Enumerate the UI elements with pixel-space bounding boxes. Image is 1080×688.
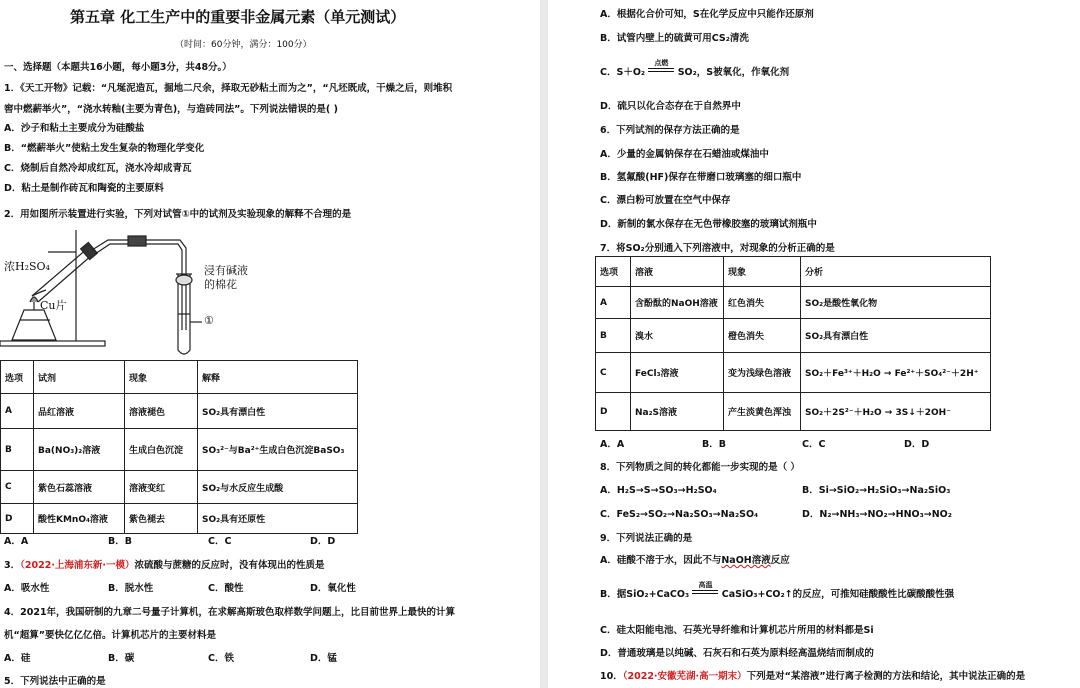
table-cell: 生成白色沉淀 (125, 429, 198, 471)
diagram-label-cotton-1: 浸有碱液 (204, 264, 248, 277)
q5-c-reactants: C．S＋O₂ (600, 67, 646, 78)
table-cell: 酸性KMnO₄溶液 (34, 504, 125, 534)
table-cell: SO₂具有漂白性 (198, 394, 358, 429)
q5-stem: 5．下列说法中正确的是 (4, 676, 106, 687)
reaction-arrow (648, 59, 674, 75)
q3-option-d: D．氧化性 (310, 583, 356, 594)
table-cell: FeCl₃溶液 (631, 353, 724, 393)
table-header-cell: 选项 (596, 257, 631, 287)
q5-option-d: D．硫只以化合态存在于自然界中 (600, 101, 741, 112)
table-row (1, 471, 358, 504)
exam-info: （时间：60分钟，满分：100分） (175, 40, 312, 50)
table-header-cell: 解释 (198, 361, 358, 394)
table-cell: B (1, 429, 34, 471)
table-cell: 红色消失 (724, 287, 801, 319)
q6-stem: 6．下列试剂的保存方法正确的是 (600, 125, 740, 136)
table-cell: 橙色消失 (724, 319, 801, 353)
q4-option-a: A．硅 (4, 653, 31, 664)
table-cell: 品红溶液 (34, 394, 125, 429)
q8-option-d: D．N₂→NH₃→NO₂→HNO₃→NO₂ (802, 509, 952, 520)
table-header-row (596, 257, 991, 287)
table-cell: 溶液变红 (125, 471, 198, 504)
q2-option-a: A．A (4, 536, 29, 547)
q3-stem: 3．（2022·上海浦东新·一模）浓硫酸与蔗糖的反应时，没有体现出的性质是 (4, 560, 325, 571)
diagram-label-copper: Cu片 (40, 299, 67, 312)
table-header-cell: 现象 (125, 361, 198, 394)
q10-source-tag: （2022·安徽芜湖·高一期末） (622, 671, 747, 682)
q9-option-b (600, 581, 955, 600)
table-cell: SO₂是酸性氧化物 (801, 287, 991, 319)
q6-option-d: D．新制的氯水保存在无色带橡胶塞的玻璃试剂瓶中 (600, 219, 817, 230)
section-heading: 一、选择题（本题共16小题，每小题3分，共48分。） (4, 62, 232, 73)
q4-stem-line2: 机“超算”要快亿亿亿倍。计算机芯片的主要材料是 (4, 630, 216, 641)
q1-option-b: B．“燃薪举火”使粘土发生复杂的物理化学变化 (4, 143, 205, 154)
q2-option-b: B．B (108, 536, 132, 547)
reaction-condition: 高温 (698, 581, 713, 589)
q4-option-d: D．锰 (310, 653, 337, 664)
table-cell: SO₃²⁻与Ba²⁺生成白色沉淀BaSO₃ (198, 429, 358, 471)
q7-option-a: A．A (600, 439, 625, 450)
table-cell: Ba(NO₃)₂溶液 (34, 429, 125, 471)
table-header-cell: 分析 (801, 257, 991, 287)
q4-option-c: C．铁 (208, 653, 234, 664)
table-header-cell: 选项 (1, 361, 34, 394)
table-cell: C (1, 471, 34, 504)
table-row (1, 429, 358, 471)
table-header-row (1, 361, 358, 394)
q2-option-d: D．D (310, 536, 336, 547)
q3-option-a: A．吸水性 (4, 583, 50, 594)
q2-option-c: C．C (208, 536, 232, 547)
q9-a-underlined: NaOH溶液 (721, 555, 771, 566)
q5-option-c (600, 59, 790, 78)
q3-option-b: B．脱水性 (108, 583, 154, 594)
q10-text: 下列是对“某溶液”进行离子检测的方法和结论，其中说法正确的是 (746, 671, 1026, 682)
table-cell: SO₂与水反应生成酸 (198, 471, 358, 504)
q4-stem-line1: 4．2021年，我国研制的九章二号量子计算机，在求解高斯玻色取样数学问题上，比目前世界上最快的计算 (4, 607, 456, 618)
table-cell: SO₂具有漂白性 (801, 319, 991, 353)
q4-option-b: B．碳 (108, 653, 135, 664)
q8-option-a: A．H₂S→S→SO₃→H₂SO₄ (600, 485, 717, 496)
table-cell: 含酚酞的NaOH溶液 (631, 287, 724, 319)
right-page (548, 0, 1080, 688)
q9-option-c: C．硅太阳能电池、石英光导纤维和计算机芯片所用的材料都是Si (600, 625, 874, 636)
table-row (1, 394, 358, 429)
q9-a-text-1: A．硅酸不溶于水，因此不与 (600, 555, 722, 566)
table-header-cell: 溶液 (631, 257, 724, 287)
q7-option-d: D．D (904, 439, 930, 450)
table-cell: 溴水 (631, 319, 724, 353)
q1-stem-line1: 1．《天工开物》记载：“凡埏泥造瓦，掘地二尺余，择取无砂粘土而为之”，“凡坯既成，干燥之后，则堆积 (4, 83, 453, 94)
table-cell: SO₂具有还原性 (198, 504, 358, 534)
q2-table (0, 360, 358, 534)
q8-option-b: B．Si→SiO₂→H₂SiO₃→Na₂SiO₃ (802, 485, 951, 496)
table-row (596, 393, 991, 431)
q9-option-a (600, 552, 790, 566)
diagram-label-cotton-2: 的棉花 (204, 278, 237, 291)
q7-stem: 7．将SO₂分别通入下列溶液中，对现象的分析正确的是 (600, 243, 835, 254)
q2-stem: 2．用如图所示装置进行实验，下列对试管①中的试剂及实验现象的解释不合理的是 (4, 209, 352, 220)
table-cell: Na₂S溶液 (631, 393, 724, 431)
q6-option-b: B．氢氟酸(HF)保存在带磨口玻璃塞的细口瓶中 (600, 172, 802, 183)
table-cell: D (596, 393, 631, 431)
table-cell: 溶液褪色 (125, 394, 198, 429)
q1-option-d: D．粘土是制作砖瓦和陶瓷的主要原料 (4, 183, 164, 194)
table-cell: C (596, 353, 631, 393)
q9-a-text-2: 反应 (770, 555, 790, 566)
q3-option-c: C．酸性 (208, 583, 244, 594)
q10-number: 10． (600, 671, 623, 682)
q10-stem (600, 668, 1025, 682)
page-title: 第五章 化工生产中的重要非金属元素（单元测试） (70, 8, 406, 26)
q8-option-c: C．FeS₂→SO₂→Na₂SO₃→Na₂SO₄ (600, 509, 759, 520)
table-cell: 变为浅绿色溶液 (724, 353, 801, 393)
q9-b-reactants: B．据SiO₂+CaCO₃ (600, 589, 690, 600)
q9-b-products: CaSiO₃+CO₂↑的反应，可推知硅酸酸性比碳酸酸性强 (721, 589, 955, 600)
q6-option-a: A．少量的金属钠保存在石蜡油或煤油中 (600, 149, 769, 160)
table-cell: SO₂＋Fe³⁺＋H₂O → Fe²⁺＋SO₄²⁻＋2H⁺ (801, 353, 991, 393)
q1-stem-line2: 窖中燃薪举火”，“浇水转釉(主要为青色)，与造砖同法”。下列说法错误的是( ) (4, 104, 338, 115)
q3-source-tag: （2022·上海浦东新·一模） (20, 560, 135, 571)
table-cell: A (596, 287, 631, 319)
reaction-arrow (692, 581, 718, 597)
table-cell: A (1, 394, 34, 429)
q5-option-b: B．试管内壁上的硫黄可用CS₂清洗 (600, 33, 749, 44)
q1-option-a: A．沙子和粘土主要成分为硅酸盐 (4, 123, 145, 134)
table-cell: B (596, 319, 631, 353)
table-row (596, 319, 991, 353)
q7-option-c: C．C (802, 439, 826, 450)
q1-option-c: C．烧制后自然冷却成红瓦，浇水冷却成青瓦 (4, 163, 192, 174)
diagram-label-acid: 浓H₂SO₄ (4, 260, 50, 273)
table-cell: SO₂＋2S²⁻＋H₂O → 3S↓＋2OH⁻ (801, 393, 991, 431)
table-cell: 紫色石蕊溶液 (34, 471, 125, 504)
q8-stem: 8．下列物质之间的转化都能一步实现的是（ ） (600, 462, 800, 473)
table-header-cell: 试剂 (34, 361, 125, 394)
diagram-label-tube: ① (204, 314, 214, 327)
q9-stem: 9．下列说法正确的是 (600, 533, 693, 544)
q7-option-b: B．B (702, 439, 726, 450)
q5-c-products: SO₂，S被氧化，作氧化剂 (677, 67, 790, 78)
table-cell: D (1, 504, 34, 534)
table-header-cell: 现象 (724, 257, 801, 287)
q5-option-a: A．根据化合价可知，S在化学反应中只能作还原剂 (600, 9, 814, 20)
q7-table (595, 256, 991, 431)
reaction-condition: 点燃 (654, 59, 669, 67)
table-row (1, 504, 358, 534)
table-row (596, 287, 991, 319)
table-cell: 产生淡黄色浑浊 (724, 393, 801, 431)
table-row (596, 353, 991, 393)
q6-option-c: C．漂白粉可放置在空气中保存 (600, 195, 731, 206)
q9-option-d: D．普通玻璃是以纯碱、石灰石和石英为原料经高温烧结而制成的 (600, 648, 874, 659)
q3-text: 浓硫酸与蔗糖的反应时，没有体现出的性质是 (134, 560, 325, 571)
table-cell: 紫色褪去 (125, 504, 198, 534)
